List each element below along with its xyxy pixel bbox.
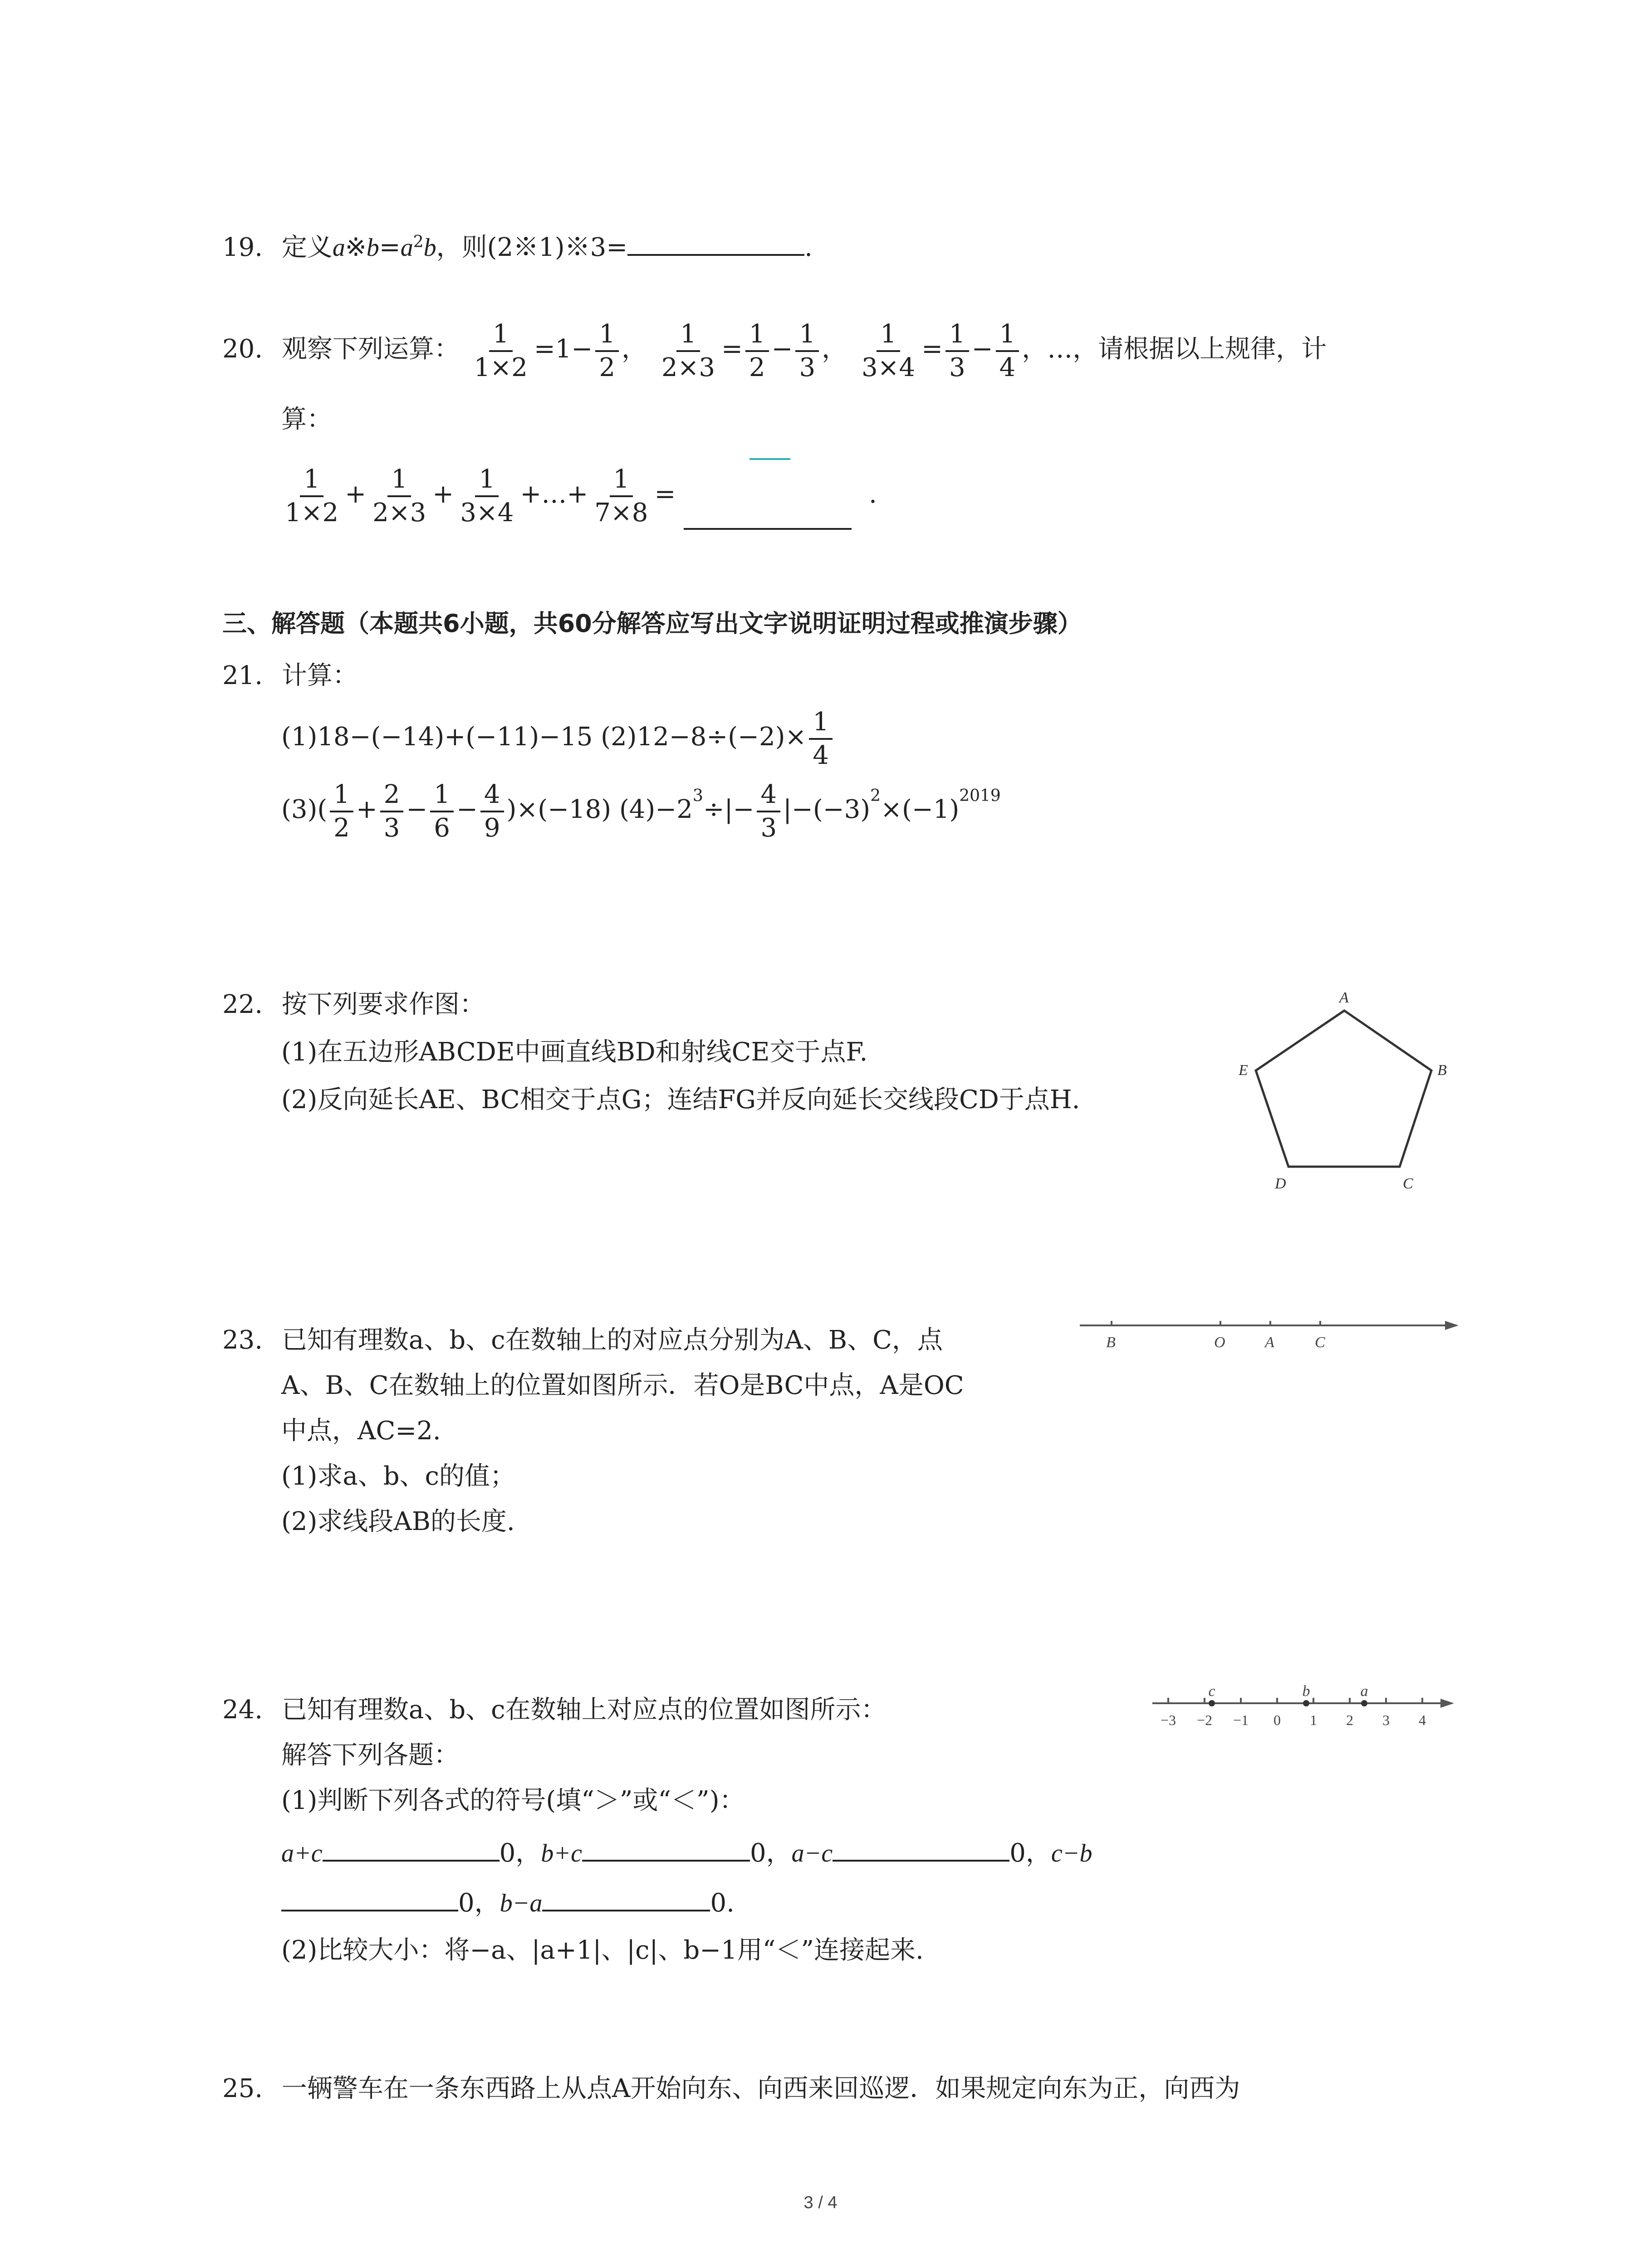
q24-blank-1[interactable]	[323, 1833, 500, 1862]
q20-line1: 20. 观察下列运算： $\frac{1}{1\times 2}$ =1− $\frac{1}{2}$ ， $\frac{1}{2\times 3}$ = $\frac{1}{2}$ − $\frac{1}{3}$ ， $\frac{1}{3\times 4}$ = $\frac{1}{3}$ − $\frac{1}{4}$ ，…，请根据以上规律，计	[222, 318, 1327, 384]
q24-line5: 0，b−a 0.	[281, 1882, 735, 1921]
point-b	[1303, 1700, 1309, 1706]
section3-heading: 三、解答题（本题共6小题，共60分解答应写出文字说明证明过程或推演步骤）	[222, 609, 1082, 638]
axis-tick-label: −3	[1160, 1712, 1176, 1728]
q24-line1: 24. 已知有理数a、b、c在数轴上对应点的位置如图所示：	[222, 1695, 887, 1725]
q22-part2: (2)反向延长AE、BC相交于点G；连结FG并反向延长交线段CD于点H.	[281, 1085, 1080, 1114]
q24-blank-5[interactable]	[542, 1882, 710, 1911]
q23-line2: A、B、C在数轴上的位置如图所示．若O是BC中点，A是OC	[281, 1371, 964, 1400]
vertex-label-c: C	[1403, 1175, 1413, 1192]
fraction: $\frac{1}{4}$	[809, 706, 833, 772]
q24-line2: 解答下列各题：	[281, 1740, 459, 1770]
q20-line3: $\frac{1}{1\times 2}$ + $\frac{1}{2\times 3}$ + $\frac{1}{3\times 4}$ +…+ $\frac{1}{7\times 8}$ = .	[281, 463, 877, 529]
pentagon-figure	[1225, 984, 1470, 1193]
q24-number-line	[1148, 1681, 1456, 1735]
q20-blank-underline	[684, 528, 852, 530]
axis-tick-label: 2	[1346, 1712, 1353, 1728]
vertex-label-e: E	[1239, 1062, 1248, 1079]
q19: 19. 定义$a※b=a^2b$，则(2※1)※3= .	[222, 227, 813, 266]
q21-title: 21. 计算：	[222, 661, 358, 690]
fraction: $\frac{1}{1\times 2}$	[474, 319, 528, 382]
q20-line2: 算：	[281, 405, 332, 434]
fraction: $\frac{1}{2\times 3}$	[372, 464, 426, 528]
fraction: $\frac{2}{3}$	[380, 779, 404, 844]
axis-tick-label: −1	[1233, 1712, 1249, 1728]
fraction: $\frac{1}{4}$	[996, 318, 1019, 384]
fraction: $\frac{1}{6}$	[430, 779, 454, 844]
point-c	[1209, 1700, 1215, 1706]
fraction: $\frac{1}{2}$	[745, 318, 769, 384]
q24-blank-3[interactable]	[833, 1833, 1009, 1862]
q23-line3: 中点，AC=2.	[281, 1416, 441, 1446]
q22-part1: (1)在五边形ABCDE中画直线BD和射线CE交于点F.	[281, 1037, 868, 1067]
q25-number: 25.	[222, 2074, 263, 2103]
q24-blank-4[interactable]	[281, 1882, 458, 1911]
axis-arrow	[1440, 1699, 1454, 1708]
axis-label-c: C	[1315, 1334, 1325, 1351]
fraction: $\frac{1}{2\times 3}$	[661, 319, 715, 382]
q20-teal-dash	[749, 458, 790, 460]
vertex-label-b: B	[1437, 1062, 1447, 1079]
fraction: $\frac{4}{9}$	[480, 779, 504, 844]
fraction: $\frac{1}{3\times 4}$	[861, 319, 916, 382]
q19-answer-blank[interactable]	[627, 227, 804, 256]
axis-tick-label: 1	[1310, 1712, 1317, 1728]
q20-answer-blank[interactable]	[684, 494, 852, 530]
axis-label-o: O	[1214, 1334, 1225, 1351]
point-label-b: b	[1302, 1683, 1310, 1700]
q24-line6: (2)比较大小：将−a、|a+1|、|c|、b−1用“＜”连接起来.	[281, 1936, 924, 1965]
q23-number-line	[1080, 1311, 1461, 1356]
q20-number: 20.	[222, 334, 263, 364]
point-label-c: c	[1208, 1683, 1215, 1700]
axis-label-b: B	[1106, 1334, 1116, 1351]
q23-line1: 23. 已知有理数a、b、c在数轴上的对应点分别为A、B、C，点	[222, 1325, 943, 1355]
vertex-label-d: D	[1275, 1175, 1286, 1192]
q21-part3: (3)( $\frac{1}{2}$ + $\frac{2}{3}$ − $\frac{1}{6}$ − $\frac{4}{9}$ )×(−18) $(4)-2^3\div|-$ $\frac{4}{3}$ $|-(-3)^2\times(-1)^{2019}$	[281, 778, 1001, 844]
q19-number: 19.	[222, 233, 263, 262]
axis-arrow	[1445, 1321, 1459, 1330]
q21-part1: (1)18−(−14)+(−11)−15 (2)12−8÷(−2)× $\frac{1}{4}$	[281, 705, 835, 772]
fraction: $\frac{1}{2}$	[595, 318, 619, 384]
axis-tick-label: 3	[1382, 1712, 1390, 1728]
axis-tick-label: 4	[1419, 1712, 1426, 1728]
q24-blank-2[interactable]	[582, 1833, 750, 1862]
axis-label-a: A	[1265, 1334, 1274, 1351]
q23-line5: (2)求线段AB的长度.	[281, 1507, 515, 1536]
point-label-a: a	[1360, 1683, 1368, 1700]
page-number: 3 / 4	[803, 2193, 838, 2212]
q23-number: 23.	[222, 1325, 263, 1355]
q21-number: 21.	[222, 661, 263, 690]
q25-line1: 25. 一辆警车在一条东西路上从点A开始向东、向西来回巡逻．如果规定向东为正，向西为	[222, 2074, 1240, 2103]
axis-tick-label: −2	[1196, 1712, 1213, 1728]
q23-line4: (1)求a、b、c的值；	[281, 1461, 515, 1491]
fraction: $\frac{1}{3}$	[945, 318, 969, 384]
pentagon-shape	[1256, 1011, 1431, 1167]
fraction: $\frac{1}{1\times 2}$	[285, 464, 339, 528]
q24-number: 24.	[222, 1695, 263, 1725]
fraction: $\frac{1}{3}$	[795, 318, 819, 384]
q24-line4: a+c 0，b+c 0，a−c 0，c−b	[281, 1833, 1092, 1872]
q22-title: 22. 按下列要求作图：	[222, 990, 485, 1019]
axis-tick-label: 0	[1274, 1712, 1281, 1728]
q22-number: 22.	[222, 990, 263, 1019]
fraction: $\frac{1}{2}$	[330, 779, 353, 844]
q24-line3: (1)判断下列各式的符号(填“＞”或“＜”)：	[281, 1786, 745, 1815]
vertex-label-a: A	[1339, 989, 1349, 1006]
point-a	[1361, 1700, 1367, 1706]
fraction: $\frac{1}{7\times 8}$	[594, 464, 648, 528]
fraction: $\frac{4}{3}$	[757, 779, 780, 844]
fraction: $\frac{1}{3\times 4}$	[460, 464, 514, 528]
